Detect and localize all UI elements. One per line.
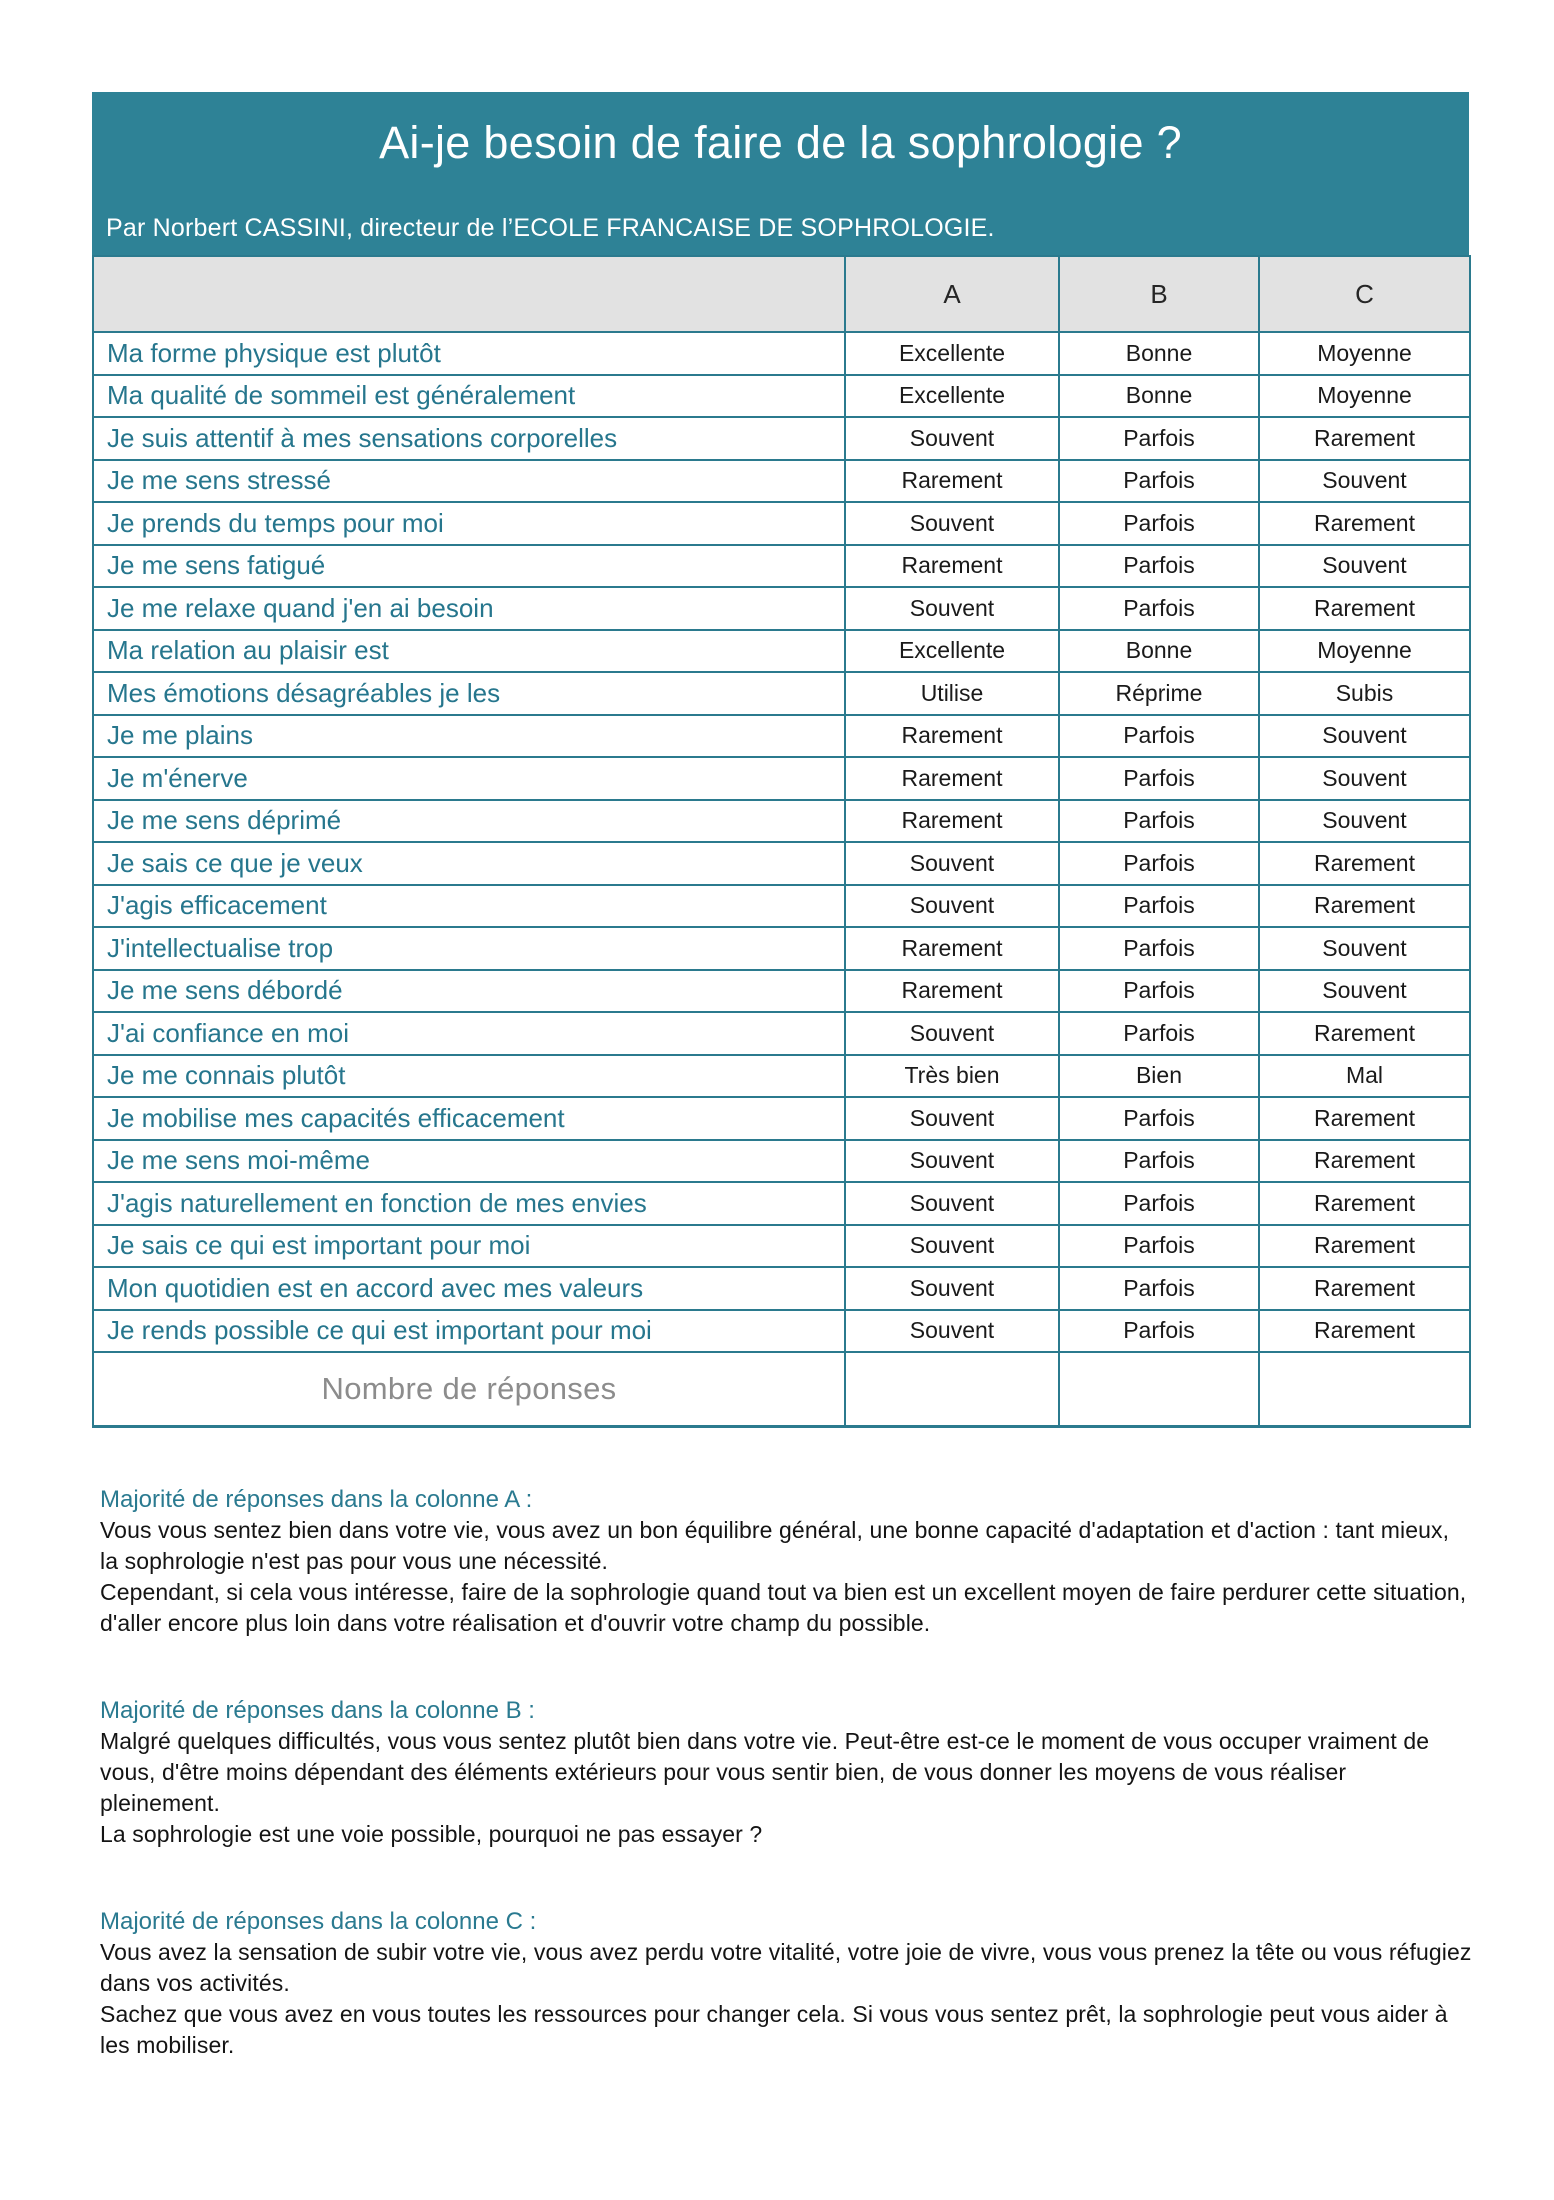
answer-cell-c: Subis bbox=[1259, 672, 1470, 715]
answer-cell-c: Rarement bbox=[1259, 1182, 1470, 1225]
table-row bbox=[93, 502, 1470, 545]
question-cell: Je me sens fatigué bbox=[93, 545, 845, 588]
answer-cell-c: Souvent bbox=[1259, 927, 1470, 970]
answer-cell-b: Parfois bbox=[1059, 842, 1259, 885]
answer-cell-c: Souvent bbox=[1259, 800, 1470, 843]
answer-cell-b: Parfois bbox=[1059, 545, 1259, 588]
answer-cell-b: Bien bbox=[1059, 1055, 1259, 1098]
section-paragraph: Malgré quelques difficultés, vous vous sentez plutôt bien dans votre vie. Peut-être est-ce le moment de vous occuper vraiment de vous, d'être moins dépendant des éléments extérieurs pour vous sentir bien, de vous donner les moyens de vous réaliser pleinement. bbox=[100, 1727, 1430, 1816]
result-section bbox=[100, 1906, 1472, 2061]
answer-cell-b: Parfois bbox=[1059, 757, 1259, 800]
question-cell: Je m'énerve bbox=[93, 757, 845, 800]
section-heading: Majorité de réponses dans la colonne C : bbox=[100, 1907, 537, 1935]
table-row bbox=[93, 1055, 1470, 1098]
answer-cell-b: Parfois bbox=[1059, 800, 1259, 843]
answer-cell-b: Parfois bbox=[1059, 587, 1259, 630]
question-cell: Je prends du temps pour moi bbox=[93, 502, 845, 545]
answer-cell-c: Rarement bbox=[1259, 1310, 1470, 1353]
question-cell: J'agis naturellement en fonction de mes envies bbox=[93, 1182, 845, 1225]
result-section bbox=[100, 1695, 1472, 1850]
answer-cell-a: Rarement bbox=[845, 800, 1059, 843]
answer-cell-b: Parfois bbox=[1059, 1267, 1259, 1310]
answer-cell-c: Rarement bbox=[1259, 885, 1470, 928]
question-cell: J'intellectualise trop bbox=[93, 927, 845, 970]
section-paragraph: Vous vous sentez bien dans votre vie, vous avez un bon équilibre général, une bonne capacité d'adaptation et d'action : tant mieux, la sophrologie n'est pas pour vous une nécessité. bbox=[100, 1516, 1450, 1574]
answer-cell-c: Moyenne bbox=[1259, 375, 1470, 418]
section-body bbox=[100, 1937, 1472, 2061]
question-cell: Je sais ce qui est important pour moi bbox=[93, 1225, 845, 1268]
results-interpretation bbox=[100, 1484, 1472, 2061]
total-row bbox=[93, 1352, 1470, 1426]
answer-cell-b: Parfois bbox=[1059, 460, 1259, 503]
answer-cell-a: Souvent bbox=[845, 1140, 1059, 1183]
answer-cell-c: Mal bbox=[1259, 1055, 1470, 1098]
table-row bbox=[93, 1182, 1470, 1225]
answer-cell-b: Parfois bbox=[1059, 715, 1259, 758]
answer-cell-c: Rarement bbox=[1259, 1097, 1470, 1140]
answer-cell-a: Rarement bbox=[845, 460, 1059, 503]
answer-cell-b: Parfois bbox=[1059, 970, 1259, 1013]
table-row bbox=[93, 672, 1470, 715]
column-header-a: A bbox=[845, 256, 1059, 332]
answer-cell-c: Rarement bbox=[1259, 842, 1470, 885]
total-label: Nombre de réponses bbox=[93, 1352, 845, 1426]
answer-cell-b: Bonne bbox=[1059, 375, 1259, 418]
question-cell: Je suis attentif à mes sensations corporelles bbox=[93, 417, 845, 460]
answer-cell-c: Souvent bbox=[1259, 970, 1470, 1013]
answer-cell-c: Rarement bbox=[1259, 502, 1470, 545]
answer-cell-b: Parfois bbox=[1059, 927, 1259, 970]
answer-cell-a: Rarement bbox=[845, 927, 1059, 970]
section-body bbox=[100, 1515, 1472, 1639]
question-cell: J'agis efficacement bbox=[93, 885, 845, 928]
byline: Par Norbert CASSINI, directeur de l’ECOLE FRANCAISE DE SOPHROLOGIE. bbox=[106, 214, 995, 242]
question-cell: Mon quotidien est en accord avec mes valeurs bbox=[93, 1267, 845, 1310]
table-row bbox=[93, 460, 1470, 503]
answer-cell-c: Rarement bbox=[1259, 417, 1470, 460]
section-paragraph: Sachez que vous avez en vous toutes les ressources pour changer cela. Si vous vous sentez prêt, la sophrologie peut vous aider à les mobiliser. bbox=[100, 2000, 1448, 2058]
table-row bbox=[93, 1140, 1470, 1183]
section-paragraph: Cependant, si cela vous intéresse, faire de la sophrologie quand tout va bien est un excellent moyen de faire perdurer cette situation, d'aller encore plus loin dans votre réalisation et d'ouvrir votre champ du possible. bbox=[100, 1578, 1467, 1636]
table-row bbox=[93, 970, 1470, 1013]
section-heading: Majorité de réponses dans la colonne B : bbox=[100, 1696, 535, 1724]
table-row bbox=[93, 332, 1470, 375]
total-cell-c bbox=[1259, 1352, 1470, 1426]
answer-cell-b: Bonne bbox=[1059, 630, 1259, 673]
answer-cell-b: Parfois bbox=[1059, 1140, 1259, 1183]
question-cell: Ma relation au plaisir est bbox=[93, 630, 845, 673]
table-row bbox=[93, 715, 1470, 758]
answer-cell-b: Parfois bbox=[1059, 1182, 1259, 1225]
table-row bbox=[93, 1225, 1470, 1268]
result-section bbox=[100, 1484, 1472, 1639]
table-row bbox=[93, 545, 1470, 588]
table-row bbox=[93, 1097, 1470, 1140]
question-cell: Je me relaxe quand j'en ai besoin bbox=[93, 587, 845, 630]
answer-cell-a: Très bien bbox=[845, 1055, 1059, 1098]
answer-cell-a: Souvent bbox=[845, 1012, 1059, 1055]
answer-cell-b: Parfois bbox=[1059, 502, 1259, 545]
total-cell-a bbox=[845, 1352, 1059, 1426]
answer-cell-c: Souvent bbox=[1259, 715, 1470, 758]
answer-cell-a: Rarement bbox=[845, 545, 1059, 588]
answer-cell-b: Parfois bbox=[1059, 885, 1259, 928]
answer-cell-b: Parfois bbox=[1059, 1097, 1259, 1140]
table-row bbox=[93, 757, 1470, 800]
answer-cell-a: Rarement bbox=[845, 757, 1059, 800]
question-cell: Je me sens stressé bbox=[93, 460, 845, 503]
question-cell: Je me sens débordé bbox=[93, 970, 845, 1013]
question-cell: Je rends possible ce qui est important pour moi bbox=[93, 1310, 845, 1353]
answer-cell-a: Souvent bbox=[845, 587, 1059, 630]
table-row bbox=[93, 1012, 1470, 1055]
answer-cell-c: Rarement bbox=[1259, 587, 1470, 630]
answer-cell-a: Excellente bbox=[845, 332, 1059, 375]
total-cell-b bbox=[1059, 1352, 1259, 1426]
section-heading: Majorité de réponses dans la colonne A : bbox=[100, 1485, 533, 1513]
answer-cell-a: Utilise bbox=[845, 672, 1059, 715]
document-header bbox=[92, 92, 1469, 255]
table-header-row bbox=[93, 256, 1470, 332]
column-header-b: B bbox=[1059, 256, 1259, 332]
answer-cell-a: Souvent bbox=[845, 1182, 1059, 1225]
answer-cell-c: Rarement bbox=[1259, 1225, 1470, 1268]
question-cell: Je me connais plutôt bbox=[93, 1055, 845, 1098]
answer-cell-c: Rarement bbox=[1259, 1012, 1470, 1055]
question-cell: Ma forme physique est plutôt bbox=[93, 332, 845, 375]
answer-cell-b: Parfois bbox=[1059, 1225, 1259, 1268]
question-cell: Je me sens moi-même bbox=[93, 1140, 845, 1183]
answer-cell-c: Souvent bbox=[1259, 460, 1470, 503]
table-row bbox=[93, 927, 1470, 970]
answer-cell-b: Parfois bbox=[1059, 1012, 1259, 1055]
table-row bbox=[93, 842, 1470, 885]
question-cell: Ma qualité de sommeil est généralement bbox=[93, 375, 845, 418]
table-row bbox=[93, 1310, 1470, 1353]
question-cell: Je sais ce que je veux bbox=[93, 842, 845, 885]
question-column-header bbox=[93, 256, 845, 332]
answer-cell-c: Moyenne bbox=[1259, 332, 1470, 375]
table-row bbox=[93, 800, 1470, 843]
answer-cell-c: Souvent bbox=[1259, 757, 1470, 800]
section-paragraph: La sophrologie est une voie possible, pourquoi ne pas essayer ? bbox=[100, 1820, 763, 1847]
question-cell: Je me plains bbox=[93, 715, 845, 758]
section-paragraph: Vous avez la sensation de subir votre vie, vous avez perdu votre vitalité, votre joie de vivre, vous vous prenez la tête ou vous réfugiez dans vos activités. bbox=[100, 1938, 1472, 1996]
section-body bbox=[100, 1726, 1472, 1850]
question-cell: Je mobilise mes capacités efficacement bbox=[93, 1097, 845, 1140]
page-title: Ai-je besoin de faire de la sophrologie ? bbox=[379, 117, 1182, 168]
answer-cell-a: Rarement bbox=[845, 970, 1059, 1013]
answer-cell-a: Excellente bbox=[845, 630, 1059, 673]
question-cell: Je me sens déprimé bbox=[93, 800, 845, 843]
answer-cell-b: Bonne bbox=[1059, 332, 1259, 375]
table-row bbox=[93, 630, 1470, 673]
answer-cell-c: Souvent bbox=[1259, 545, 1470, 588]
questionnaire-table bbox=[92, 255, 1471, 1428]
table-row bbox=[93, 885, 1470, 928]
answer-cell-b: Réprime bbox=[1059, 672, 1259, 715]
answer-cell-a: Souvent bbox=[845, 1097, 1059, 1140]
column-header-c: C bbox=[1259, 256, 1470, 332]
answer-cell-a: Souvent bbox=[845, 885, 1059, 928]
answer-cell-c: Rarement bbox=[1259, 1140, 1470, 1183]
answer-cell-c: Rarement bbox=[1259, 1267, 1470, 1310]
answer-cell-a: Excellente bbox=[845, 375, 1059, 418]
answer-cell-a: Souvent bbox=[845, 417, 1059, 460]
answer-cell-a: Souvent bbox=[845, 842, 1059, 885]
answer-cell-a: Souvent bbox=[845, 1310, 1059, 1353]
question-cell: J'ai confiance en moi bbox=[93, 1012, 845, 1055]
answer-cell-b: Parfois bbox=[1059, 1310, 1259, 1353]
table-row bbox=[93, 587, 1470, 630]
answer-cell-a: Souvent bbox=[845, 1225, 1059, 1268]
table-row bbox=[93, 375, 1470, 418]
answer-cell-a: Rarement bbox=[845, 715, 1059, 758]
answer-cell-a: Souvent bbox=[845, 1267, 1059, 1310]
answer-cell-c: Moyenne bbox=[1259, 630, 1470, 673]
question-cell: Mes émotions désagréables je les bbox=[93, 672, 845, 715]
answer-cell-b: Parfois bbox=[1059, 417, 1259, 460]
table-row bbox=[93, 1267, 1470, 1310]
answer-cell-a: Souvent bbox=[845, 502, 1059, 545]
table-row bbox=[93, 417, 1470, 460]
